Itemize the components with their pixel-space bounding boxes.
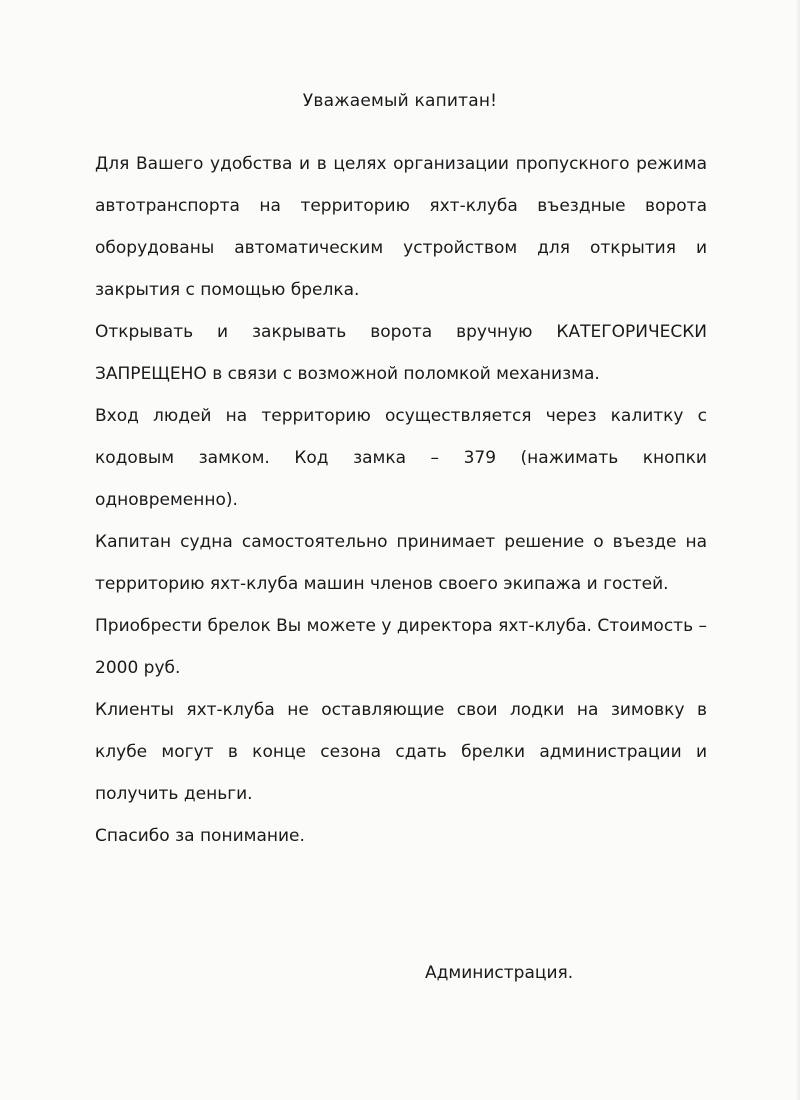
paragraph-key-fob-price: Приобрести брелок Вы можете у директора яхт-клуба. Стоимость – 2000 руб. [95, 616, 707, 678]
paragraph-pedestrian-entry-code: Вход людей на территорию осуществляется через калитку с кодовым замком. Код замка – 379 (нажимать кнопки одновременно). [95, 406, 707, 510]
letter-title: Уважаемый капитан! [302, 91, 498, 111]
paragraph-gate-automation: Для Вашего удобства и в целях организации пропускного режима автотранспорта на территорию яхт-клуба въездные ворота оборудованы автоматическим устройством для открытия и закрытия с помощью брелка. [95, 154, 707, 300]
letter-body [95, 143, 707, 857]
paragraph-manual-opening-prohibited: Открывать и закрывать ворота вручную КАТЕГОРИЧЕСКИ ЗАПРЕЩЕНО в связи с возможной поломкой механизма. [95, 322, 707, 384]
letter-signature: Администрация. [425, 963, 574, 983]
paragraph-key-fob-return: Клиенты яхт-клуба не оставляющие свои лодки на зимовку в клубе могут в конце сезона сдать брелки администрации и получить деньги. [95, 700, 707, 804]
paragraph-thanks: Спасибо за понимание. [95, 826, 305, 846]
page-edge-shadow [796, 0, 800, 1100]
paragraph-captain-decision: Капитан судна самостоятельно принимает решение о въезде на территорию яхт-клуба машин членов своего экипажа и гостей. [95, 532, 707, 594]
